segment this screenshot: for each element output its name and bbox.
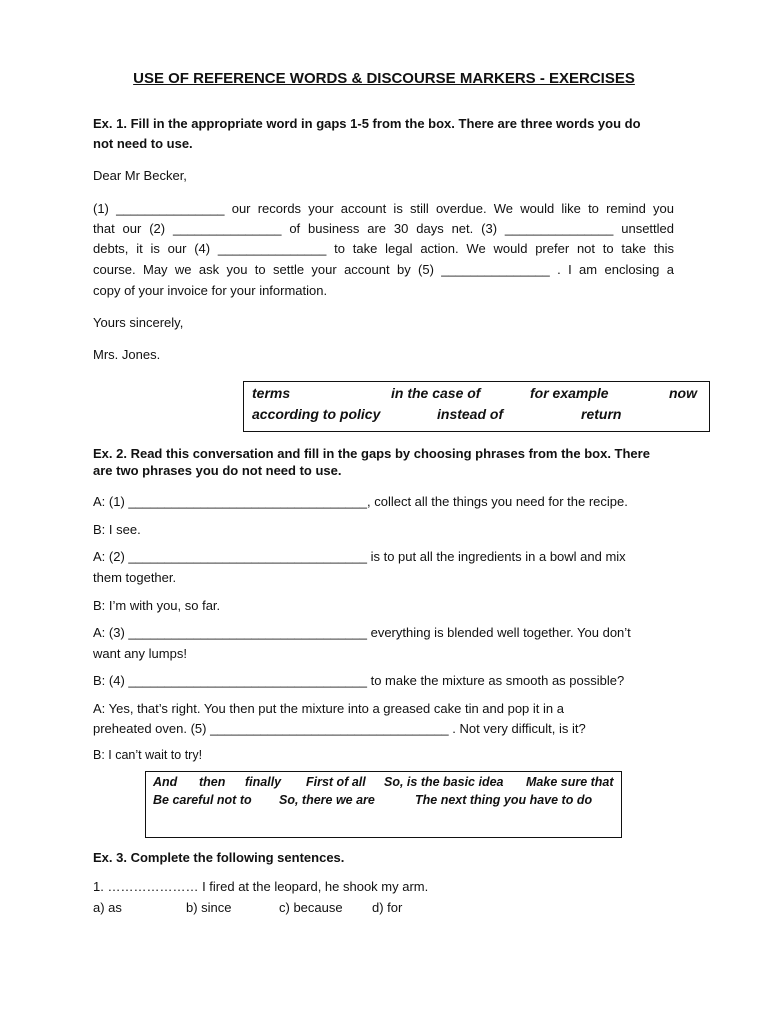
dialogue-line: A: Yes, that’s right. You then put the mixture into a greased cake tin and pop it in a bbox=[93, 701, 564, 716]
word-box-item: now bbox=[669, 385, 697, 401]
ex3-option: a) as bbox=[93, 900, 122, 915]
letter-line: that our (2) _______________ of business are 30 days net. (3) _______________ unsettled bbox=[93, 221, 674, 236]
ex3-instruction: Ex. 3. Complete the following sentences. bbox=[93, 850, 345, 865]
word-box-item: instead of bbox=[437, 406, 504, 422]
word-box-item: for example bbox=[530, 385, 609, 401]
ex1-instruction: Ex. 1. Fill in the appropriate word in gaps 1-5 from the box. There are three words you do bbox=[93, 116, 641, 131]
dialogue-line: A: (1) _________________________________, collect all the things you need for the recipe. bbox=[93, 494, 628, 509]
dialogue-line: B: I can’t wait to try! bbox=[93, 748, 203, 762]
letter-closing: Yours sincerely, bbox=[93, 315, 184, 330]
dialogue-line: preheated oven. (5) _________________________________ . Not very difficult, is it? bbox=[93, 721, 586, 736]
dialogue-line: A: (3) _________________________________ everything is blended well together. You don’t bbox=[93, 625, 631, 640]
letter-line: debts, it is our (4) _______________ to take legal action. We would prefer not to take this bbox=[93, 241, 674, 256]
phrase-box-item: And bbox=[153, 775, 178, 789]
phrase-box-item: then bbox=[199, 775, 226, 789]
ex1-instruction-cont: not need to use. bbox=[93, 136, 193, 151]
letter-line: course. May we ask you to settle your account by (5) _______________ . I am enclosing a bbox=[93, 262, 674, 277]
word-box-item: return bbox=[581, 406, 622, 422]
ex3-option: d) for bbox=[372, 900, 403, 915]
ex2-instruction-cont: are two phrases you do not need to use. bbox=[93, 463, 342, 478]
phrase-box-item: Be careful not to bbox=[153, 793, 252, 807]
phrase-box-item: So, there we are bbox=[279, 793, 375, 807]
dialogue-line: them together. bbox=[93, 570, 177, 585]
dialogue-line: want any lumps! bbox=[93, 646, 187, 661]
phrase-box-item: The next thing you have to do bbox=[415, 793, 593, 807]
ex3-question: 1. ………………… I fired at the leopard, he shook my arm. bbox=[93, 879, 429, 894]
phrase-box-item: Make sure that bbox=[526, 775, 614, 789]
page-title: USE OF REFERENCE WORDS & DISCOURSE MARKERS - EXERCISES bbox=[133, 70, 635, 87]
word-box-item: according to policy bbox=[252, 406, 381, 422]
ex3-option: b) since bbox=[186, 900, 232, 915]
phrase-box-item: First of all bbox=[306, 775, 366, 789]
dialogue-line: B: (4) _________________________________ to make the mixture as smooth as possible? bbox=[93, 673, 625, 688]
phrase-box-item: finally bbox=[245, 775, 282, 789]
letter-signature: Mrs. Jones. bbox=[93, 347, 161, 362]
dialogue-line: A: (2) _________________________________ is to put all the ingredients in a bowl and mix bbox=[93, 549, 626, 564]
word-box-item: in the case of bbox=[391, 385, 481, 401]
phrase-box-item: So, is the basic idea bbox=[384, 775, 504, 789]
dialogue-line: B: I see. bbox=[93, 522, 141, 537]
letter-line: copy of your invoice for your information. bbox=[93, 283, 328, 298]
word-box-item: terms bbox=[252, 385, 291, 401]
dialogue-line: B: I’m with you, so far. bbox=[93, 598, 221, 613]
ex2-instruction: Ex. 2. Read this conversation and fill in the gaps by choosing phrases from the box. There bbox=[93, 446, 650, 461]
letter-greeting: Dear Mr Becker, bbox=[93, 168, 187, 183]
ex3-option: c) because bbox=[279, 900, 343, 915]
letter-line: (1) _______________ our records your account is still overdue. We would like to remind you bbox=[93, 201, 674, 216]
